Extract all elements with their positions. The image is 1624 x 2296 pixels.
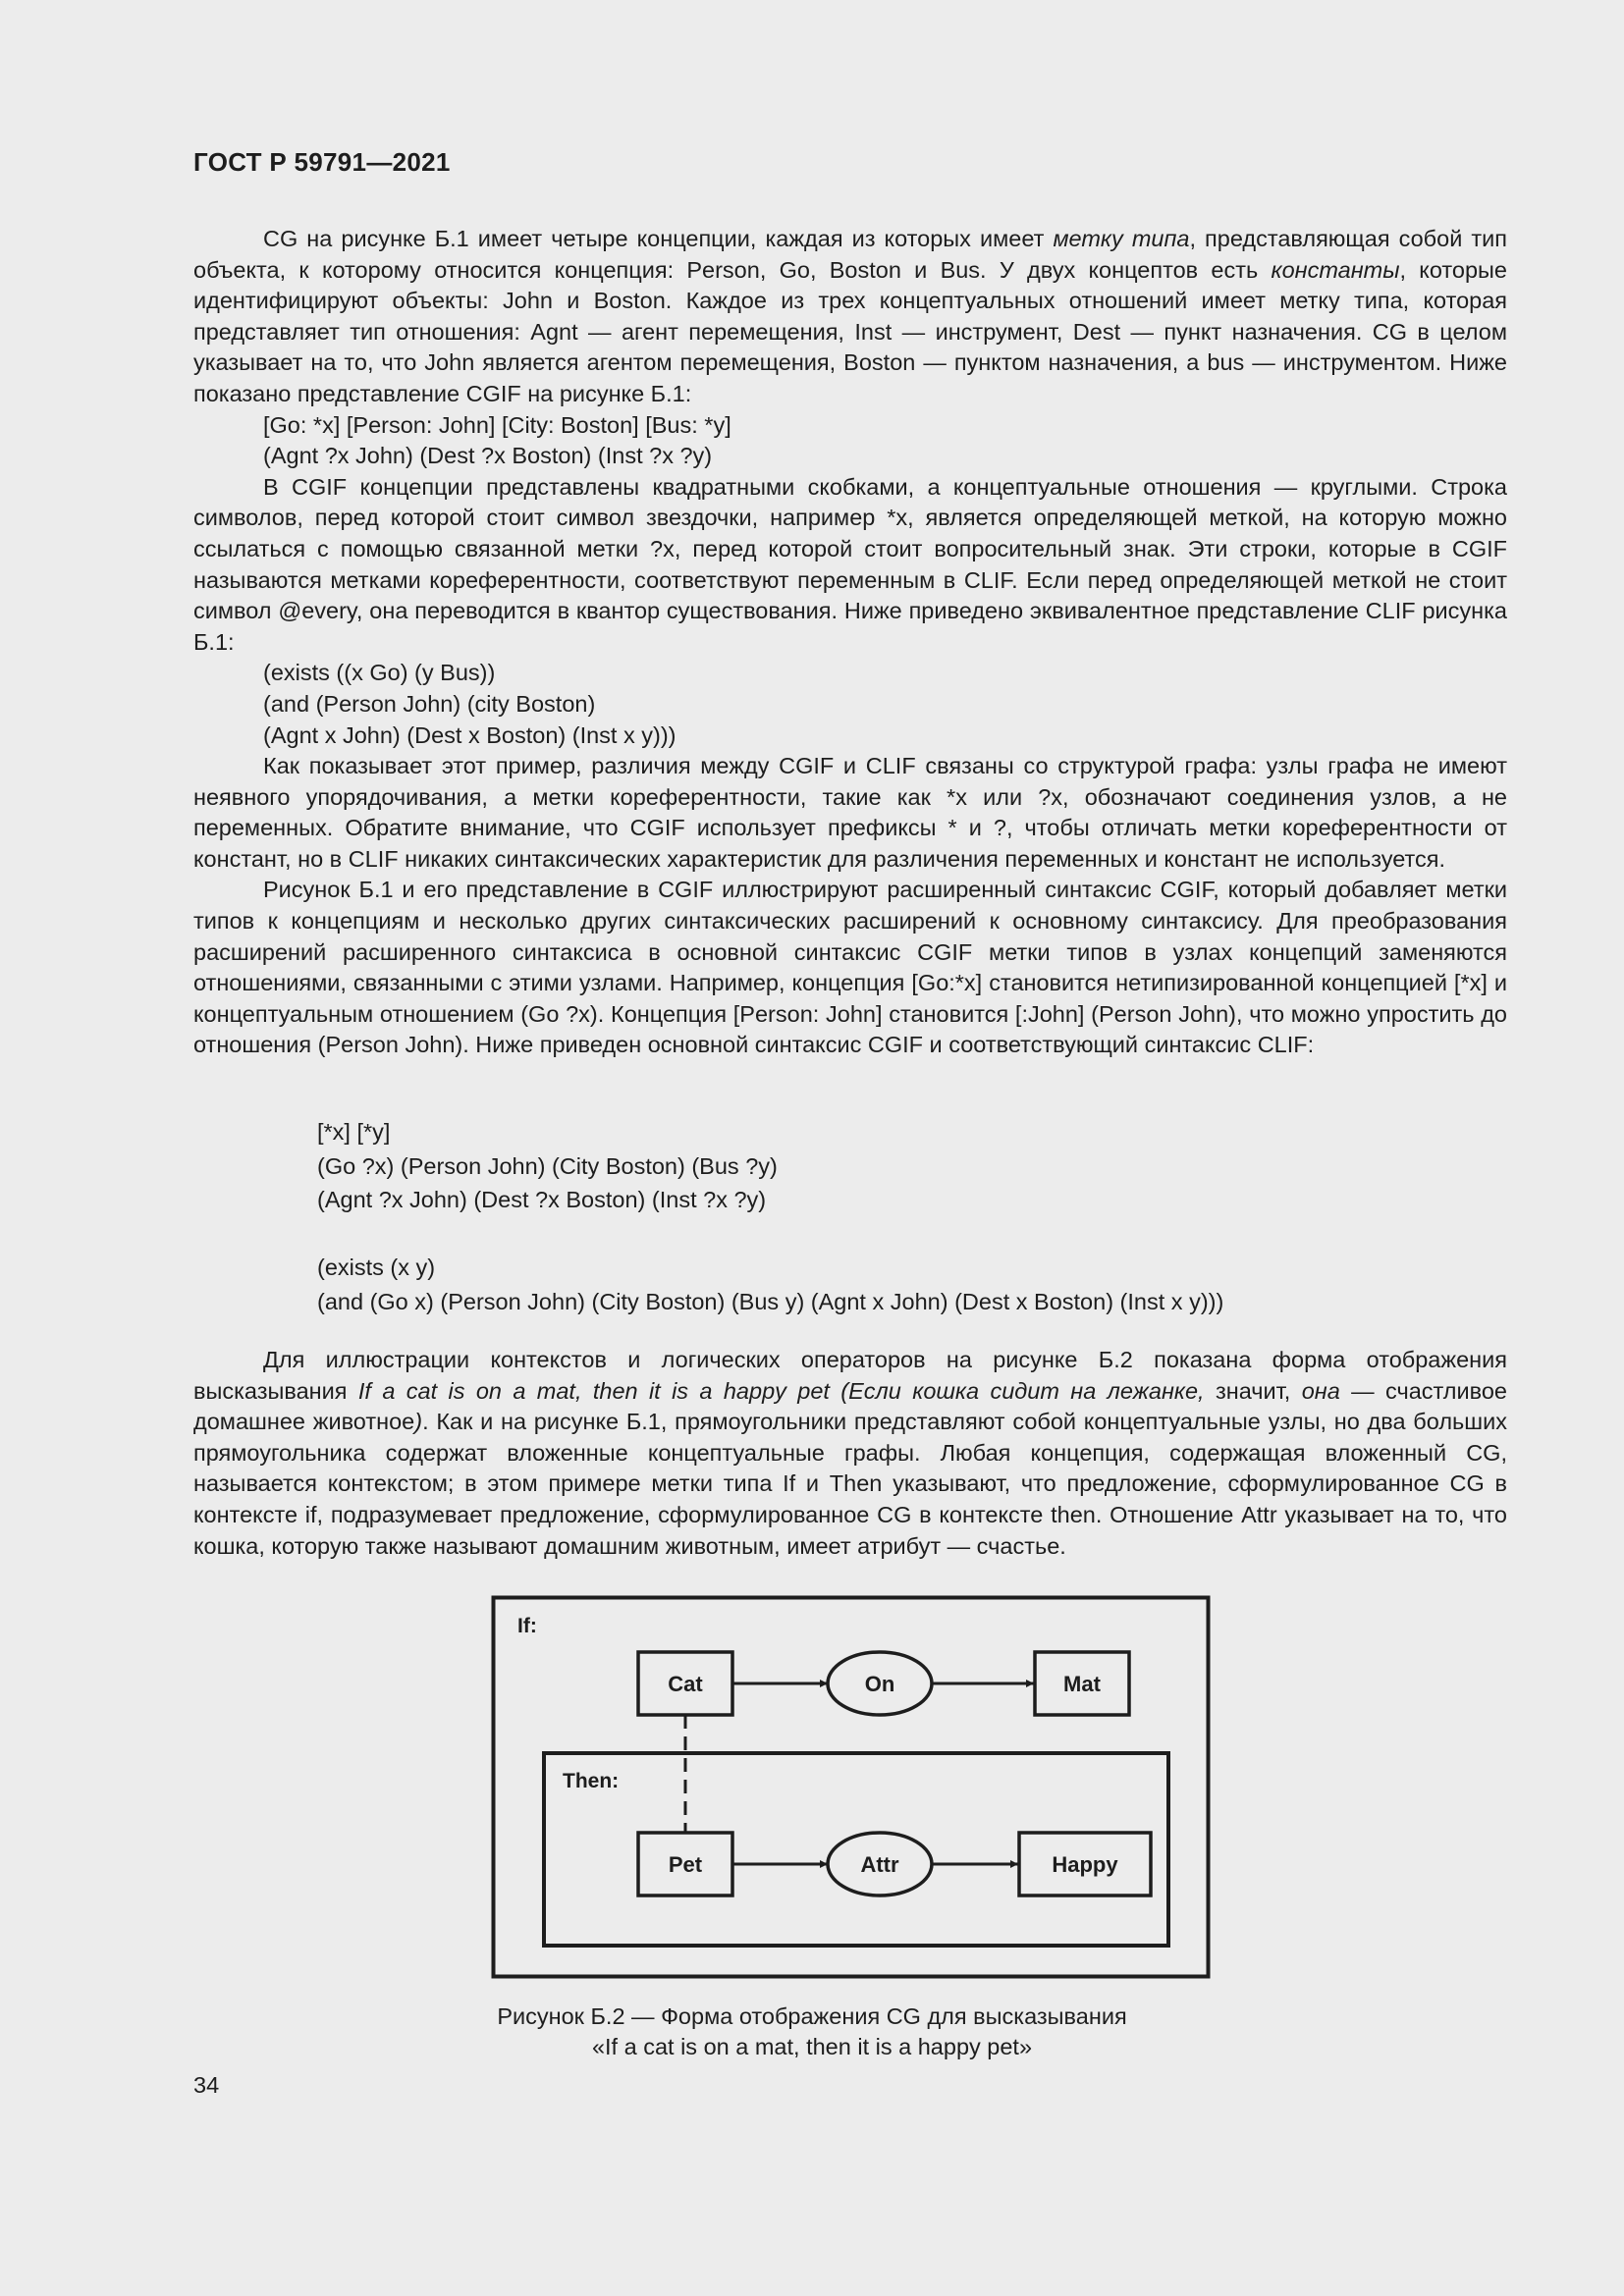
text-segment: . Как и на рисунке Б.1, прямоугольники представляют собой концептуальные узлы, но два больших прямоугольника содержат вложенные концептуальные графы. Любая концепция, содержащая вложенный CG, называется контекстом; в этом примере метки типа If и Then указывают, что предложение, сформулированное CG в контексте if, подразумевает предложение, сформулированное CG в контексте then. Отношение Attr указывает на то, что кошка, которую также называют домашним животным, имеет атрибут — счастье.: [193, 1409, 1507, 1559]
figure-b2: [491, 1595, 1212, 1985]
core-cgif-line: (Go ?x) (Person John) (City Boston) (Bus ?y): [317, 1152, 778, 1179]
node-cat-label: Cat: [668, 1672, 703, 1696]
text-segment: , представляющая собой тип объекта, к которому относится концепция: Person, Go, Boston и Bus. У двух концептов есть: [193, 226, 1508, 283]
text-segment: константы: [1271, 256, 1400, 283]
caption-line-2: «If a cat is on a mat, then it is a happy pet»: [591, 2034, 1033, 2059]
core-clif-line: (exists (x y): [317, 1255, 436, 1280]
text-segment: она: [1301, 1377, 1340, 1404]
core-clif-line: (and (Go x) (Person John) (City Boston) (Bus y) (Agnt x John) (Dest x Boston) (Inst x y))): [317, 1288, 1224, 1314]
paragraph-cgif: В CGIF концепции представлены квадратными скобками, а концептуальные отношения — круглыми. Строка символов, перед которой стоит символ звездочки, например *x, является определяющей меткой, на которую можно ссылаться с помощью связанной метки ?x, перед которой стоит вопросительный знак. Эти строки, которые в CGIF называются метками кореферентности, соответствуют переменным в CLIF. Если перед определяющей меткой не стоит символ @every, она переводится в квантор существования. Ниже приведено эквивалентное представление CLIF рисунка Б.1:: [193, 473, 1507, 655]
text-segment: CG на рисунке Б.1 имеет четыре концепции, каждая из которых имеет: [263, 226, 1054, 251]
clif-line: (and (Person John) (city Boston): [263, 690, 596, 717]
text-segment: If a cat is on a mat, then it is a happy pet (Если кошка сидит на лежанке,: [357, 1377, 1205, 1404]
clif-line: (Agnt x John) (Dest x Boston) (Inst x y))): [263, 721, 677, 748]
paragraph-extended-syntax: Рисунок Б.1 и его представление в CGIF иллюстрируют расширенный синтаксис CGIF, который добавляет метки типов к концепциям и несколько других синтаксических расширений к основному синтаксису. Для преобразования расширений расширенного синтаксиса в основной синтаксис CGIF метки типов в узлах концепций заменяются отношениями, связанными с этими узлами. Например, концепция [Go:*x] становится нетипизированной концепцией [*x] и концептуальным отношением (Go ?x). Концепция [Person: John] становится [:John] (Person John), что можно упростить до отношения (Person John). Ниже приведен основной синтаксис CGIF и соответствующий синтаксис CLIF:: [193, 877, 1507, 1058]
cgif-line: (Agnt ?x John) (Dest ?x Boston) (Inst ?x ?y): [263, 443, 713, 469]
core-cgif-line: (Agnt ?x John) (Dest ?x Boston) (Inst ?x ?y): [317, 1187, 767, 1212]
figure-caption: [321, 2002, 1303, 2062]
core-cgif-line: [*x] [*y]: [317, 1119, 391, 1145]
paragraph-contexts: [193, 1345, 1507, 1562]
paragraph-differences: Как показывает этот пример, различия между CGIF и CLIF связаны со структурой графа: узлы графа не имеют неявного упорядочивания, а метки кореферентности, такие как *x или ?x, обозначают соединения узлов, а не переменных. Обратите внимание, что CGIF использует префиксы * и ?, чтобы отличать метки кореферентности от констант, но в CLIF никаких синтаксических характеристик для различения переменных и констант не используется.: [193, 753, 1507, 872]
text-segment: Для иллюстрации контекстов и логических операторов на рисунке Б.2 показана форма отображения высказывания: [193, 1347, 1507, 1404]
node-mat-label: Mat: [1063, 1672, 1101, 1696]
text-segment: метку типа: [1053, 226, 1190, 251]
text-segment: ): [414, 1409, 423, 1435]
body-text: [193, 224, 1507, 1061]
clif-line: (exists ((x Go) (y Bus)): [263, 660, 496, 686]
node-attr-label: Attr: [860, 1852, 899, 1877]
page-number: 34: [193, 2072, 220, 2098]
cg-diagram: [491, 1595, 1212, 1980]
node-pet-label: Pet: [668, 1852, 703, 1877]
document-header: ГОСТ Р 59791—2021: [193, 147, 451, 177]
text-segment: — счастливое домашнее животное: [193, 1377, 1508, 1435]
then-label: Then:: [563, 1770, 620, 1792]
caption-line-1: Рисунок Б.2 — Форма отображения CG для высказывания: [497, 2003, 1127, 2029]
cgif-line: [Go: *x] [Person: John] [City: Boston] [Bus: *y]: [263, 411, 731, 438]
paragraph-intro: [193, 224, 1507, 410]
text-segment: значит,: [1204, 1377, 1302, 1404]
node-happy-label: Happy: [1052, 1852, 1118, 1877]
node-on-label: On: [864, 1672, 895, 1696]
if-label: If:: [517, 1615, 537, 1637]
text-segment: , которые идентифицируют объекты: John и Boston. Каждое из трех концептуальных отношений имеет метку типа, которая представляет тип отношения: Agnt — агент перемещения, Inst — инструмент, Dest — пункт назначения. CG в целом указывает на то, что John является агентом перемещения, Boston — пунктом назначения, а bus — инструментом. Ниже показано представление CGIF на рисунке Б.1:: [193, 256, 1507, 406]
core-syntax-block: [317, 1115, 1223, 1318]
body-text-contexts: [193, 1345, 1507, 1562]
